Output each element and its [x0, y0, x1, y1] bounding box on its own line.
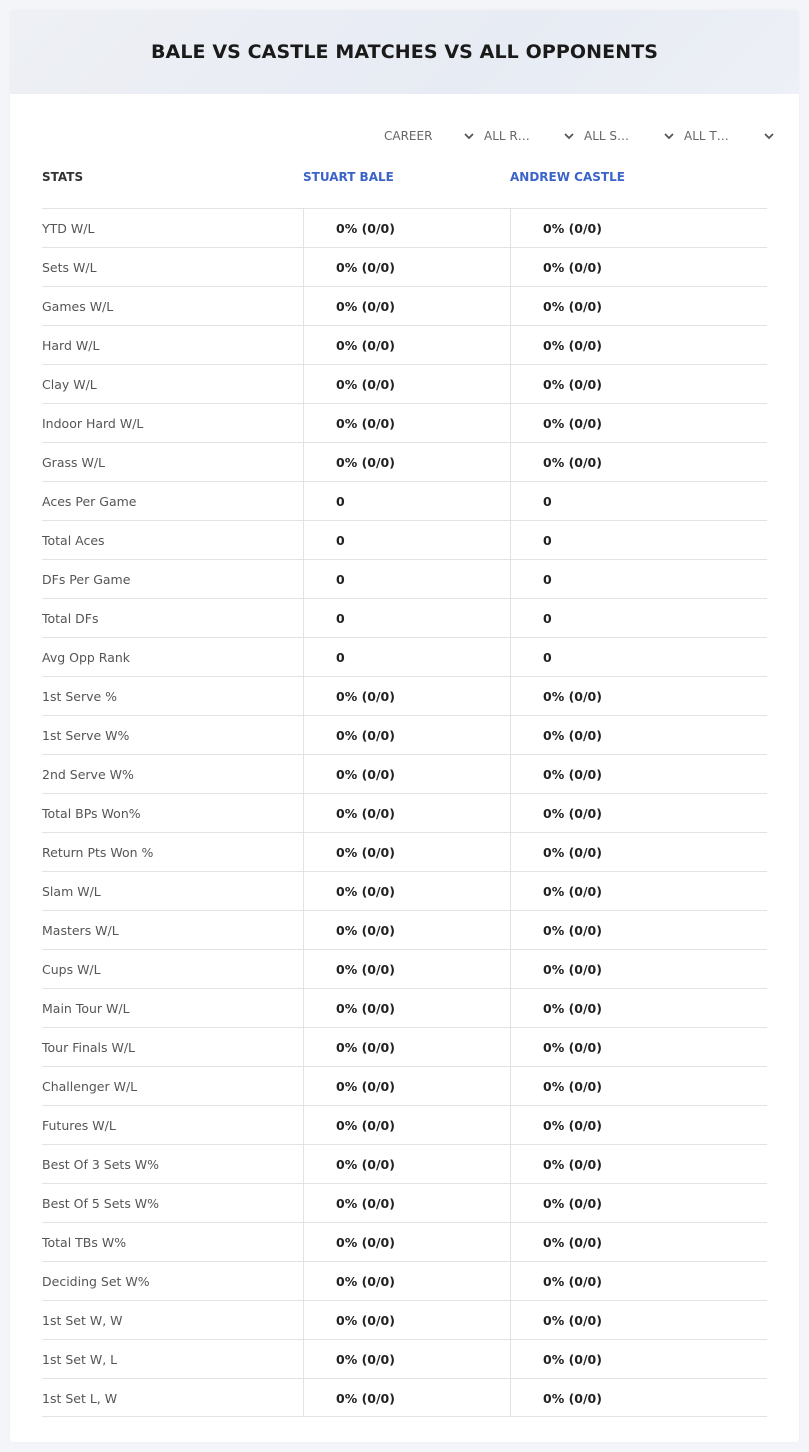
table-row	[42, 481, 767, 520]
filter-label: ALL R…	[484, 129, 530, 143]
player1-value: 0% (0/0)	[303, 443, 510, 481]
table-row	[42, 871, 767, 910]
player2-value: 0	[510, 638, 767, 676]
stat-label: 1st Set W, W	[42, 1312, 123, 1328]
stat-label: 1st Set W, L	[42, 1351, 118, 1367]
filter-bar	[384, 124, 784, 148]
stat-label: 2nd Serve W%	[42, 766, 134, 782]
player1-value: 0% (0/0)	[303, 248, 510, 286]
chevron-down-icon	[564, 131, 574, 141]
stat-label: Total Aces	[42, 532, 105, 548]
player1-value: 0% (0/0)	[303, 1184, 510, 1222]
player1-value: 0% (0/0)	[303, 287, 510, 325]
filter-career-select[interactable]	[384, 124, 484, 148]
table-row	[42, 1027, 767, 1066]
player1-value: 0% (0/0)	[303, 911, 510, 949]
table-row	[42, 754, 767, 793]
stat-label: Total DFs	[42, 610, 99, 626]
player1-value: 0% (0/0)	[303, 209, 510, 247]
player2-value: 0	[510, 521, 767, 559]
table-row	[42, 520, 767, 559]
player1-value: 0% (0/0)	[303, 716, 510, 754]
table-row	[42, 1144, 767, 1183]
player1-value: 0% (0/0)	[303, 1106, 510, 1144]
chevron-down-icon	[464, 131, 474, 141]
table-row	[42, 598, 767, 637]
stat-label: 1st Serve %	[42, 688, 118, 704]
table-row	[42, 832, 767, 871]
table-row	[42, 1300, 767, 1339]
stat-label: Main Tour W/L	[42, 1000, 130, 1016]
table-row	[42, 637, 767, 676]
player2-value: 0% (0/0)	[510, 716, 767, 754]
table-row	[42, 988, 767, 1027]
table-row	[42, 403, 767, 442]
player1-value: 0% (0/0)	[303, 1067, 510, 1105]
stat-label: Sets W/L	[42, 259, 97, 275]
filter-round-select[interactable]	[484, 124, 584, 148]
player1-value: 0% (0/0)	[303, 794, 510, 832]
column-header-player2[interactable]: ANDREW CASTLE	[510, 170, 625, 184]
player2-value: 0% (0/0)	[510, 404, 767, 442]
table-row	[42, 1066, 767, 1105]
filter-label: CAREER	[384, 129, 433, 143]
table-row	[42, 793, 767, 832]
filter-tournament-select[interactable]	[684, 124, 784, 148]
player2-value: 0% (0/0)	[510, 1106, 767, 1144]
player2-value: 0% (0/0)	[510, 1067, 767, 1105]
stat-label: Deciding Set W%	[42, 1273, 150, 1289]
filter-surface-select[interactable]	[584, 124, 684, 148]
table-row	[42, 1183, 767, 1222]
player1-value: 0% (0/0)	[303, 833, 510, 871]
player1-value: 0% (0/0)	[303, 1145, 510, 1183]
stat-label: Total TBs W%	[42, 1234, 127, 1250]
stat-label: Indoor Hard W/L	[42, 415, 144, 431]
page-title: BALE VS CASTLE MATCHES VS ALL OPPONENTS	[150, 41, 659, 63]
filter-label: ALL T…	[684, 129, 729, 143]
player2-value: 0% (0/0)	[510, 326, 767, 364]
player2-value: 0% (0/0)	[510, 1028, 767, 1066]
card-header	[10, 10, 799, 94]
player2-value: 0% (0/0)	[510, 1340, 767, 1378]
stat-label: Avg Opp Rank	[42, 649, 131, 665]
player1-value: 0	[303, 599, 510, 637]
player2-value: 0% (0/0)	[510, 248, 767, 286]
chevron-down-icon	[664, 131, 674, 141]
player1-value: 0% (0/0)	[303, 950, 510, 988]
player1-value: 0	[303, 560, 510, 598]
player2-value: 0% (0/0)	[510, 1184, 767, 1222]
stat-label: YTD W/L	[42, 220, 95, 236]
player2-value: 0% (0/0)	[510, 833, 767, 871]
player1-value: 0% (0/0)	[303, 1301, 510, 1339]
player2-value: 0% (0/0)	[510, 1223, 767, 1261]
player2-value: 0% (0/0)	[510, 950, 767, 988]
player2-value: 0	[510, 560, 767, 598]
player1-value: 0% (0/0)	[303, 989, 510, 1027]
table-row	[42, 247, 767, 286]
stat-label: Futures W/L	[42, 1117, 116, 1133]
stat-label: Clay W/L	[42, 376, 97, 392]
player1-value: 0% (0/0)	[303, 872, 510, 910]
stat-label: Masters W/L	[42, 922, 119, 938]
player1-value: 0	[303, 638, 510, 676]
player2-value: 0% (0/0)	[510, 1379, 767, 1417]
table-row	[42, 1339, 767, 1378]
table-header	[42, 170, 767, 208]
stat-label: Tour Finals W/L	[42, 1039, 136, 1055]
stat-label: 1st Set L, W	[42, 1390, 118, 1406]
table-row	[42, 1105, 767, 1144]
stat-label: Games W/L	[42, 298, 114, 314]
player2-value: 0% (0/0)	[510, 755, 767, 793]
column-header-stats: STATS	[42, 170, 84, 184]
player1-value: 0% (0/0)	[303, 404, 510, 442]
stat-label: Hard W/L	[42, 337, 100, 353]
stat-label: Cups W/L	[42, 961, 101, 977]
table-row	[42, 364, 767, 403]
table-row	[42, 910, 767, 949]
stats-card	[10, 10, 799, 1442]
table-row	[42, 1378, 767, 1417]
table-row	[42, 559, 767, 598]
player2-value: 0% (0/0)	[510, 1301, 767, 1339]
table-row	[42, 1261, 767, 1300]
table-row	[42, 442, 767, 481]
stat-label: 1st Serve W%	[42, 727, 130, 743]
table-row	[42, 949, 767, 988]
table-row	[42, 676, 767, 715]
player2-value: 0% (0/0)	[510, 911, 767, 949]
table-row	[42, 715, 767, 754]
player1-value: 0% (0/0)	[303, 1340, 510, 1378]
stats-table-body	[42, 208, 767, 1417]
player2-value: 0% (0/0)	[510, 677, 767, 715]
stat-label: Grass W/L	[42, 454, 106, 470]
player1-value: 0	[303, 521, 510, 559]
stat-label: Challenger W/L	[42, 1078, 138, 1094]
player2-value: 0% (0/0)	[510, 989, 767, 1027]
filter-label: ALL S…	[584, 129, 630, 143]
stat-label: Best Of 5 Sets W%	[42, 1195, 160, 1211]
stat-label: Total BPs Won%	[42, 805, 141, 821]
stat-label: Return Pts Won %	[42, 844, 154, 860]
stat-label: Best Of 3 Sets W%	[42, 1156, 160, 1172]
player2-value: 0% (0/0)	[510, 443, 767, 481]
player1-value: 0% (0/0)	[303, 1028, 510, 1066]
player1-value: 0% (0/0)	[303, 326, 510, 364]
table-row	[42, 325, 767, 364]
player2-value: 0% (0/0)	[510, 872, 767, 910]
player1-value: 0% (0/0)	[303, 1223, 510, 1261]
player2-value: 0% (0/0)	[510, 209, 767, 247]
player1-value: 0% (0/0)	[303, 755, 510, 793]
player2-value: 0	[510, 599, 767, 637]
table-row	[42, 286, 767, 325]
player2-value: 0% (0/0)	[510, 1262, 767, 1300]
player1-value: 0% (0/0)	[303, 677, 510, 715]
stat-label: Aces Per Game	[42, 493, 137, 509]
player1-value: 0% (0/0)	[303, 1379, 510, 1417]
stat-label: Slam W/L	[42, 883, 101, 899]
player2-value: 0% (0/0)	[510, 365, 767, 403]
player2-value: 0% (0/0)	[510, 794, 767, 832]
table-row	[42, 208, 767, 247]
player1-value: 0% (0/0)	[303, 1262, 510, 1300]
player1-value: 0	[303, 482, 510, 520]
player1-value: 0% (0/0)	[303, 365, 510, 403]
player2-value: 0% (0/0)	[510, 1145, 767, 1183]
player2-value: 0	[510, 482, 767, 520]
table-row	[42, 1222, 767, 1261]
column-header-player1[interactable]: STUART BALE	[303, 170, 394, 184]
player2-value: 0% (0/0)	[510, 287, 767, 325]
chevron-down-icon	[764, 131, 774, 141]
stat-label: DFs Per Game	[42, 571, 131, 587]
